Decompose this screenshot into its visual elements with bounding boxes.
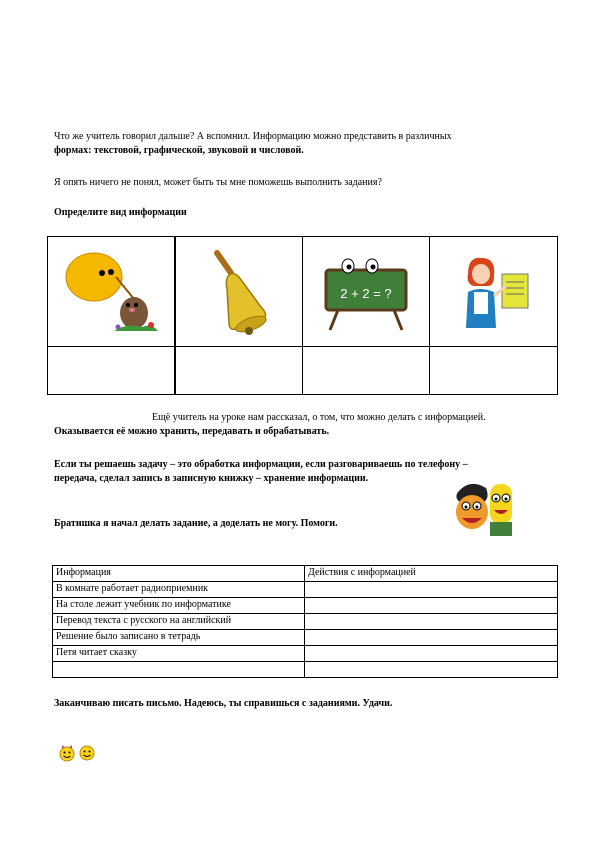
action-cell[interactable]: [305, 582, 558, 598]
cartoon-characters-icon: [450, 478, 530, 538]
info-cell: В комнате работает радиоприемник: [53, 582, 305, 598]
picture-cell-1: [48, 237, 176, 347]
action-cell[interactable]: [305, 630, 558, 646]
info-header-cell-1: Информация: [53, 566, 305, 582]
info-cell: Решение было записано в тетрадь: [53, 630, 305, 646]
brother-text: Братишка я начал делать задание, а доделать не могу. Помоги.: [54, 518, 338, 529]
picture-row: [48, 237, 558, 347]
info-header-cell-2: Действия с информацией: [305, 566, 558, 582]
smiley-faces-icon: [56, 742, 98, 762]
picture-table: [47, 236, 558, 395]
picture-cell-3: [302, 237, 430, 347]
intro-paragraph: [54, 130, 554, 158]
intro-line-1: Что же учитель говорил дальше? А вспомнил. Информацию можно представить в различных: [54, 131, 452, 142]
not-understood-text: Я опять ничего не понял, может быть ты мне поможешь выполнить задания?: [54, 177, 382, 188]
info-table-header: [53, 566, 558, 582]
info-cell: Перевод текста с русского на английский: [53, 614, 305, 630]
lesson-line-2: Оказывается её можно хранить, передавать и обрабатывать.: [54, 426, 330, 437]
answer-cell-1[interactable]: [48, 347, 176, 395]
lesson-line-1: Ещё учитель на уроке нам рассказал, о том, что можно делать с информацией.: [152, 412, 486, 423]
table-row: [53, 598, 558, 614]
task1-heading: Определите вид информации: [54, 207, 187, 218]
teacher-with-chart-icon: [454, 252, 534, 332]
table-row: [53, 662, 558, 678]
info-cell[interactable]: [53, 662, 305, 678]
lesson-paragraph: [54, 411, 554, 439]
table-row: [53, 614, 558, 630]
info-table: [52, 565, 558, 678]
board-text: 2 + 2 = ?: [340, 285, 392, 301]
table-row: [53, 646, 558, 662]
picture-cell-4: [430, 237, 558, 347]
answer-cell-3[interactable]: [302, 347, 430, 395]
intro-line-2: формах: текстовой, графической, звуковой и числовой.: [54, 145, 304, 156]
sun-mole-picture-icon: [56, 247, 166, 337]
examples-line-2: передача, сделал запись в записную книжку – хранение информации.: [54, 473, 369, 484]
info-cell: На столе лежит учебник по информатике: [53, 598, 305, 614]
action-cell[interactable]: [305, 598, 558, 614]
chalkboard-math-icon: [316, 252, 416, 332]
answer-row: [48, 347, 558, 395]
answer-cell-4[interactable]: [430, 347, 558, 395]
action-cell[interactable]: [305, 614, 558, 630]
table-row: [53, 630, 558, 646]
info-cell: Петя читает сказку: [53, 646, 305, 662]
examples-line-1: Если ты решаешь задачу – это обработка информации, если разговариваешь по телефону –: [54, 459, 468, 470]
answer-cell-2[interactable]: [175, 347, 302, 395]
bell-icon: [199, 247, 279, 337]
action-cell[interactable]: [305, 646, 558, 662]
table-row: [53, 582, 558, 598]
picture-cell-2: [175, 237, 302, 347]
closing-text: Заканчиваю писать письмо. Надеюсь, ты справишься с заданиями. Удачи.: [54, 698, 393, 709]
action-cell[interactable]: [305, 662, 558, 678]
